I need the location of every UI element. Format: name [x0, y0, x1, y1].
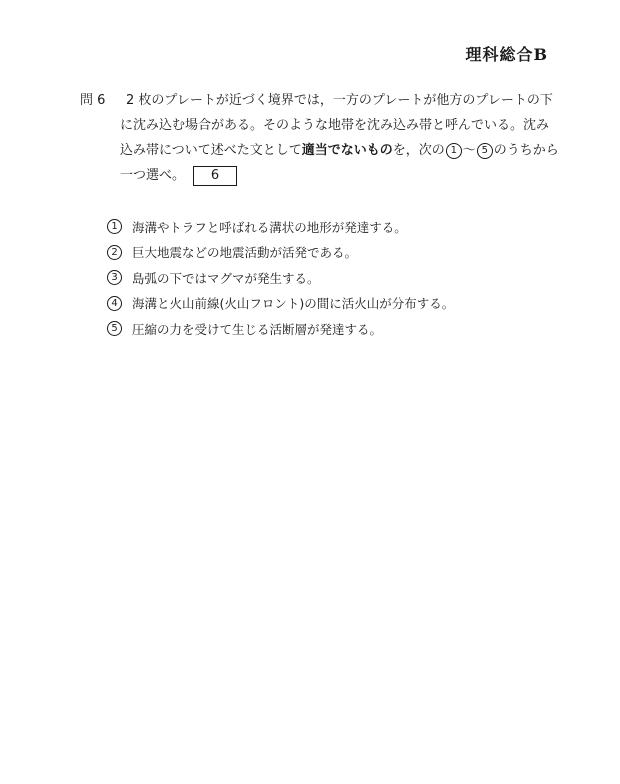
choice-text: 島弧の下ではマグマが発生する。: [132, 270, 320, 286]
question-block: [80, 88, 560, 188]
question-tail: のうちから一つ選べ。: [120, 143, 559, 183]
choice-number: 1: [107, 219, 122, 234]
subject-header: 理科総合B: [465, 45, 548, 64]
choice-item: [106, 240, 556, 266]
choice-item: [106, 265, 556, 291]
choice-number: 5: [107, 321, 122, 336]
choice-text: 巨大地震などの地震活動が活発である。: [132, 245, 358, 261]
question-emphasis: 適当でないもの: [301, 143, 393, 158]
answer-box: 6: [193, 166, 237, 186]
question-text: [120, 88, 560, 188]
choice-number: 4: [107, 296, 122, 311]
choice-text: 圧縮の力を受けて生じる活断層が発達する。: [132, 321, 383, 337]
question-intro: 2 枚のプレートが近づく境界では，一方のプレートが他方のプレートの下に沈み込む場合がある。そのような地帯を沈み込み帯と呼んでいる。沈み込み帯について述べた文として: [120, 93, 553, 158]
choice-number: 2: [107, 245, 122, 260]
choice-item: [106, 291, 556, 317]
choice-text: 海溝と火山前線(火山フロント)の間に活火山が分布する。: [132, 296, 455, 312]
range-start-circled-number: 1: [446, 143, 462, 159]
choice-item: [106, 316, 556, 342]
choice-item: [106, 214, 556, 240]
range-separator: ～: [462, 143, 476, 158]
range-end-circled-number: 5: [477, 143, 493, 159]
question-after-emphasis: を，次の: [392, 143, 445, 158]
choice-list: [106, 214, 556, 342]
choice-number: 3: [107, 270, 122, 285]
question-number: 問 6: [80, 93, 106, 108]
choice-text: 海溝やトラフと呼ばれる溝状の地形が発達する。: [132, 219, 407, 235]
